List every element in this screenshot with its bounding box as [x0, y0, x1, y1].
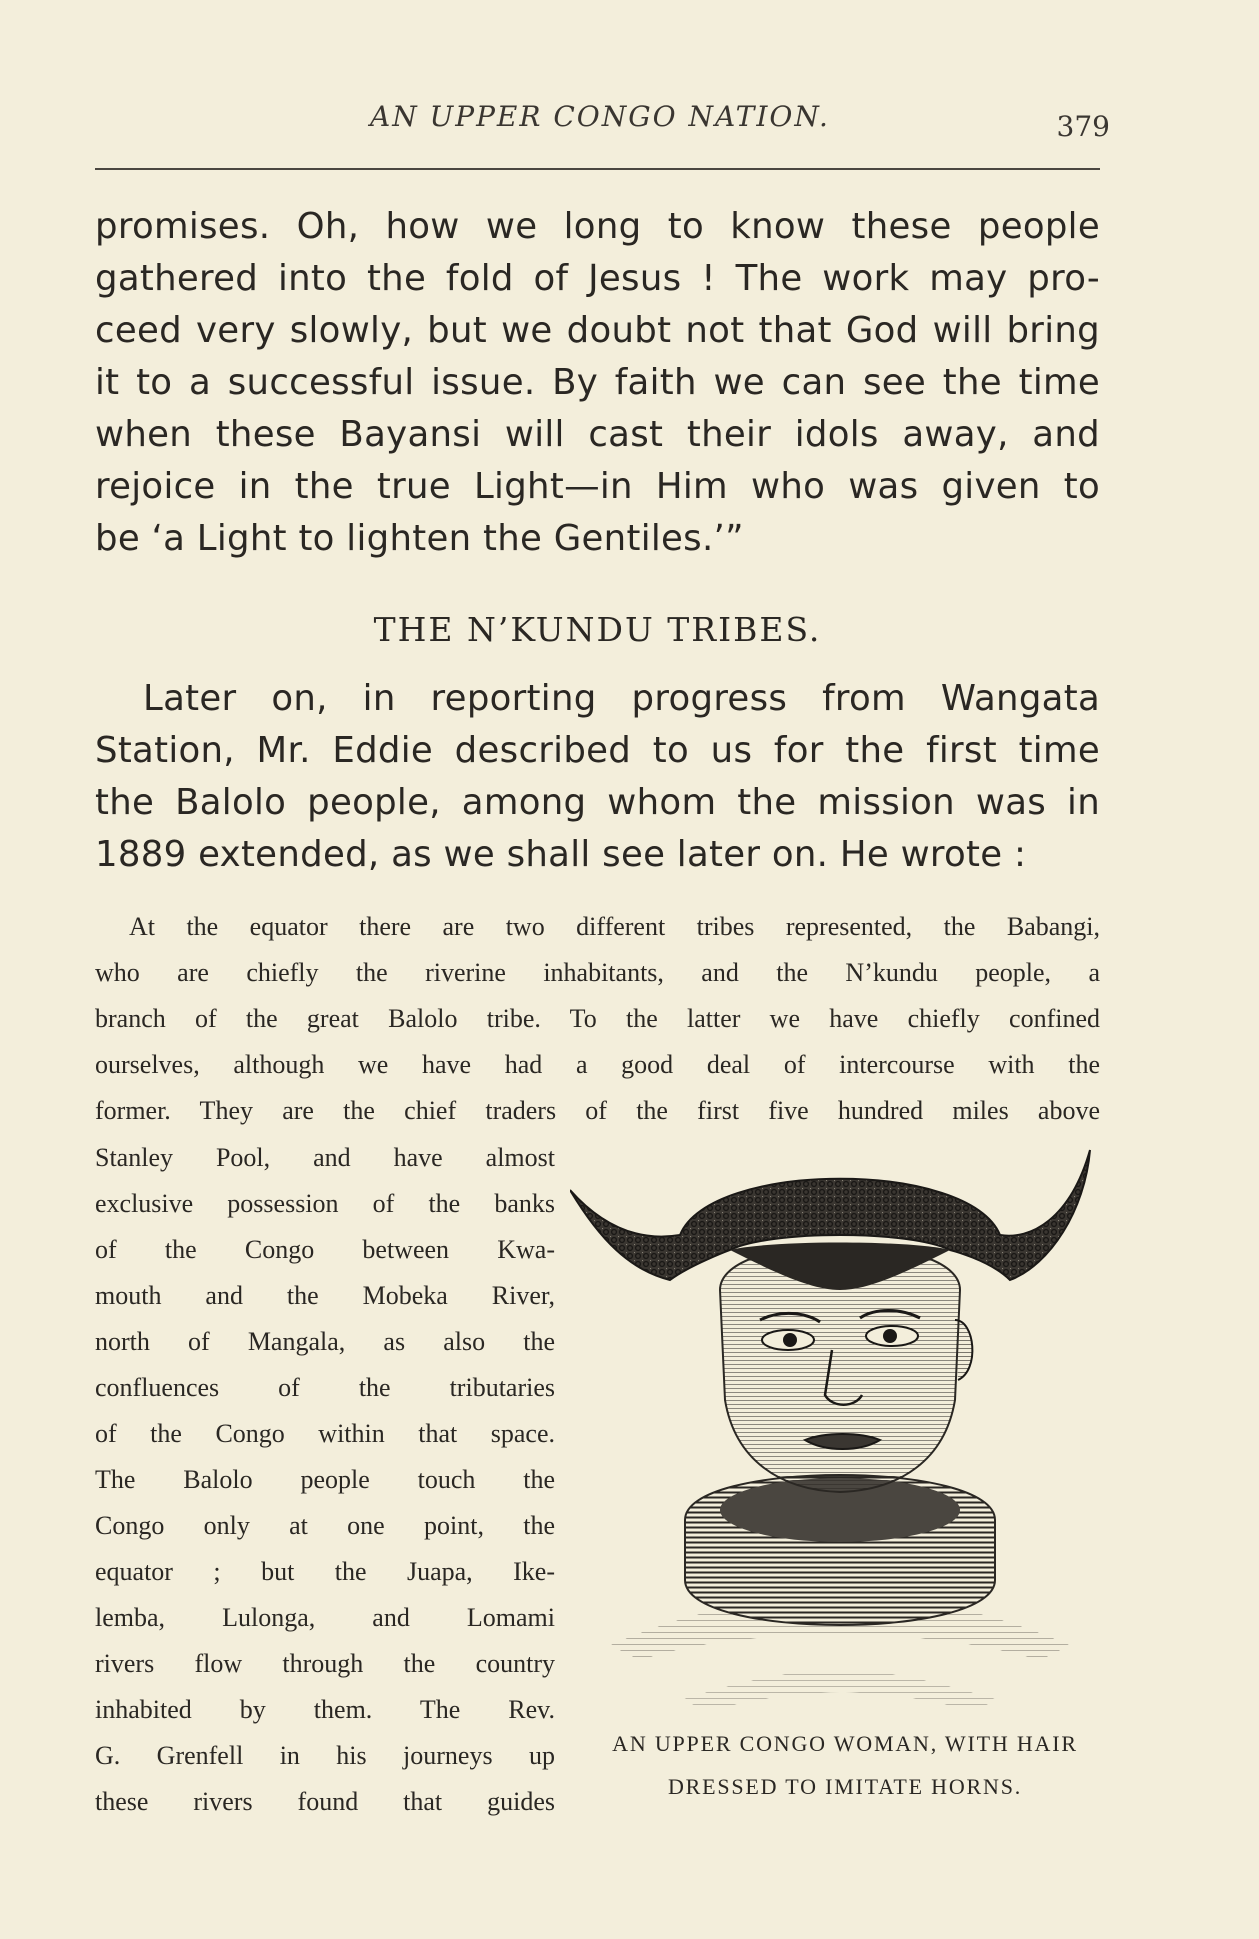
text-line: it to a successful issue. By faith we can see the time [95, 362, 1100, 403]
text-line: Station, Mr. Eddie described to us for the first time [95, 730, 1100, 771]
text-line: The Balolo people touch the [95, 1465, 555, 1494]
text-line: confluences of the tributaries [95, 1373, 555, 1402]
text-line: lemba, Lulonga, and Lomami [95, 1603, 555, 1632]
text-line: Stanley Pool, and have almost [95, 1143, 555, 1172]
engraving-illustration [570, 1140, 1110, 1730]
text-line: At the equator there are two different tribes represented, the Babangi, [129, 912, 1100, 941]
section-heading: THE N’KUNDU TRIBES. [373, 610, 822, 649]
text-line: gathered into the fold of Jesus ! The work may pro- [95, 258, 1100, 299]
text-line: rivers flow through the country [95, 1649, 555, 1678]
page-number: 379 [1056, 110, 1110, 143]
text-line: of the Congo within that space. [95, 1419, 555, 1448]
text-line: G. Grenfell in his journeys up [95, 1741, 555, 1770]
text-line: ourselves, although we have had a good deal of intercourse with the [95, 1050, 1100, 1079]
text-line: Later on, in reporting progress from Wangata [143, 678, 1100, 719]
text-line: ceed very slowly, but we doubt not that God will bring [95, 310, 1100, 351]
text-line: 1889 extended, as we shall see later on. He wrote : [95, 834, 1027, 875]
text-line: who are chiefly the riverine inhabitants, and the N’kundu people, a [95, 958, 1100, 987]
text-line: branch of the great Balolo tribe. To the latter we have chiefly confined [95, 1004, 1100, 1033]
text-line: promises. Oh, how we long to know these people [95, 206, 1100, 247]
text-line: of the Congo between Kwa- [95, 1235, 555, 1264]
text-line: exclusive possession of the banks [95, 1189, 555, 1218]
running-head: AN UPPER CONGO NATION. [370, 100, 830, 133]
text-line: mouth and the Mobeka River, [95, 1281, 555, 1310]
paragraph-1 [95, 201, 1100, 565]
text-line: these rivers found that guides [95, 1787, 555, 1816]
paragraph-2 [95, 673, 1100, 881]
text-line: equator ; but the Juapa, Ike- [95, 1557, 555, 1586]
text-line: inhabited by them. The Rev. [95, 1695, 555, 1724]
extract-quote-wrapped [95, 1135, 555, 1825]
extract-quote [95, 904, 1100, 1134]
figure-caption-line-1: AN UPPER CONGO WOMAN, WITH HAIR [612, 1731, 1078, 1756]
text-line: north of Mangala, as also the [95, 1327, 555, 1356]
text-line: rejoice in the true Light—in Him who was given to [95, 466, 1100, 507]
text-line: when these Bayansi will cast their idols away, and [95, 414, 1100, 455]
text-line: former. They are the chief traders of the first five hundred miles above [95, 1096, 1100, 1125]
text-line: be ‘a Light to lighten the Gentiles.’” [95, 518, 744, 559]
header-rule [95, 168, 1100, 170]
figure-caption-line-2: DRESSED TO IMITATE HORNS. [667, 1774, 1023, 1799]
text-line: Congo only at one point, the [95, 1511, 555, 1540]
woman-portrait-engraving [570, 1140, 1110, 1730]
text-line: the Balolo people, among whom the mission was in [95, 782, 1100, 823]
